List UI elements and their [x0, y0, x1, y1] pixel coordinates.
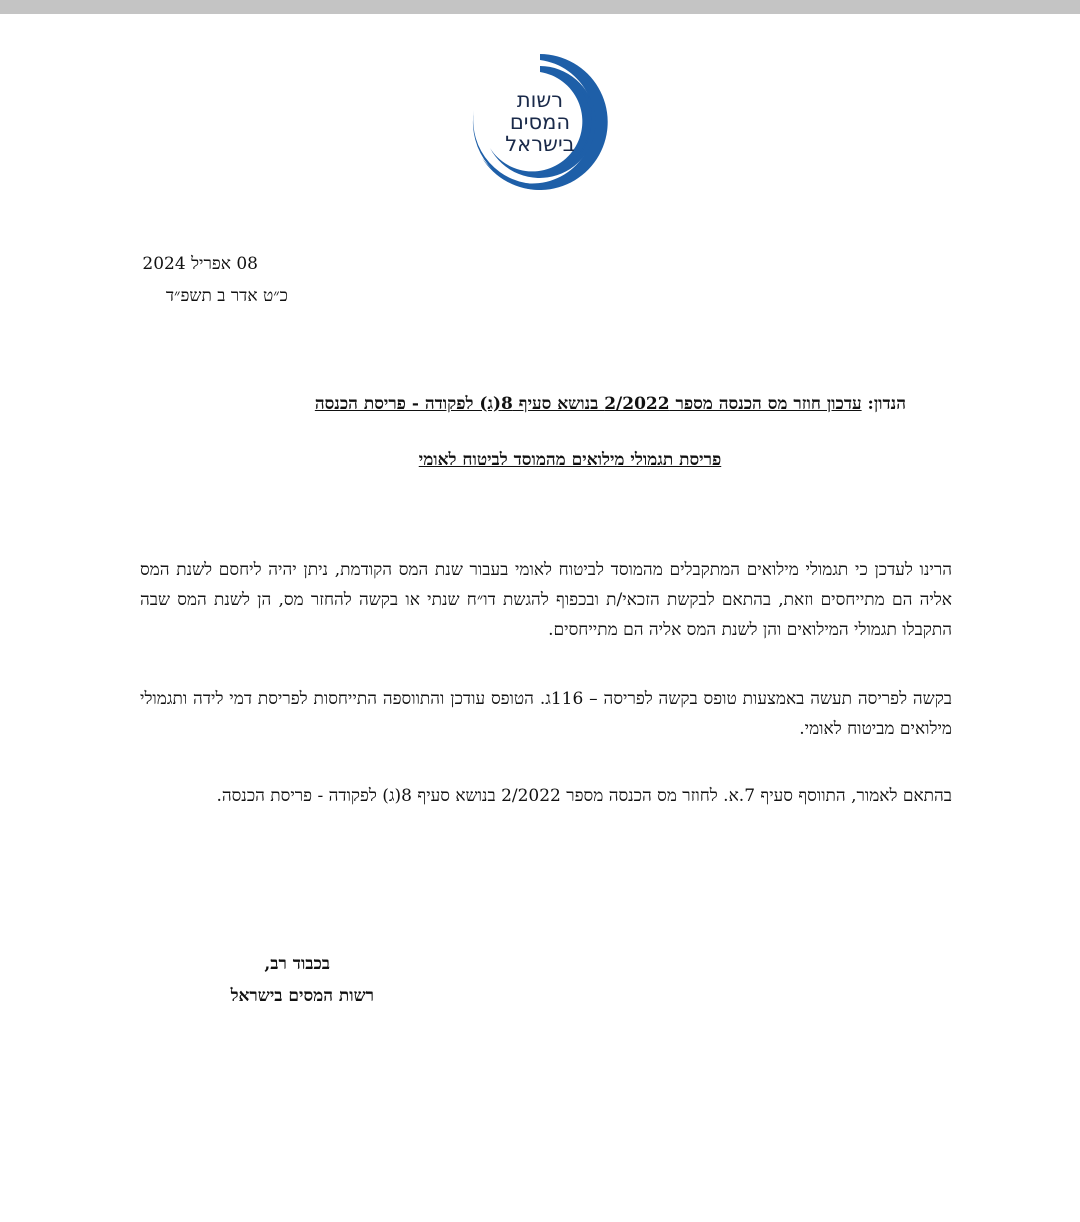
date-gregorian: 08 אפריל 2024	[142, 254, 258, 274]
subject-prefix: הנדון:	[867, 394, 906, 414]
body-paragraph-3: בהתאם לאמור, התווסף סעיף 7.א. לחוזר מס הכנסה מספר 2/2022 בנושא סעיף 8(ג) לפקודה - פריסת הכנסה.	[216, 786, 952, 806]
logo-line-2: המסים	[509, 110, 571, 134]
closing-greeting: בכבוד רב,	[264, 954, 330, 974]
logo-line-3: בישראל	[505, 132, 575, 156]
tax-authority-logo	[470, 52, 610, 192]
subject-subtitle: פריסת תגמולי מילואים מהמוסד לביטוח לאומי	[418, 450, 722, 470]
closing-signature: רשות המסים בישראל	[230, 986, 374, 1006]
logo-line-1: רשות	[516, 88, 564, 112]
logo-text	[470, 52, 610, 192]
body-paragraph-1: הרינו לעדכן כי תגמולי מילואים המתקבלים מהמוסד לביטוח לאומי בעבור שנת המס הקודמת, ניתן יהיה ליחסם לשנת המס אליה הם מתייחסים וזאת, בהתאם לבקשת הזכאי/ת ובכפוף להגשת דו״ח שנתי או בקשה להחזר מס, הן לשנת המס שבה התקבלו תגמולי המילואים והן לשנת המס אליה הם מתייחסים.	[140, 560, 952, 640]
body-paragraph-2: בקשה לפריסה תעשה באמצעות טופס בקשה לפריסה – 116ג. הטופס עודכן והתווספה התייחסות לפריסת דמי לידה ותגמולי מילואים מביטוח לאומי.	[140, 689, 953, 739]
date-hebrew: כ״ט אדר ב תשפ״ד	[165, 286, 288, 306]
subject-text: עדכון חוזר מס הכנסה מספר 2/2022 בנושא סעיף 8(ג) לפקודה - פריסת הכנסה	[314, 394, 862, 414]
subject-line	[315, 394, 906, 414]
top-bar	[0, 0, 1080, 14]
